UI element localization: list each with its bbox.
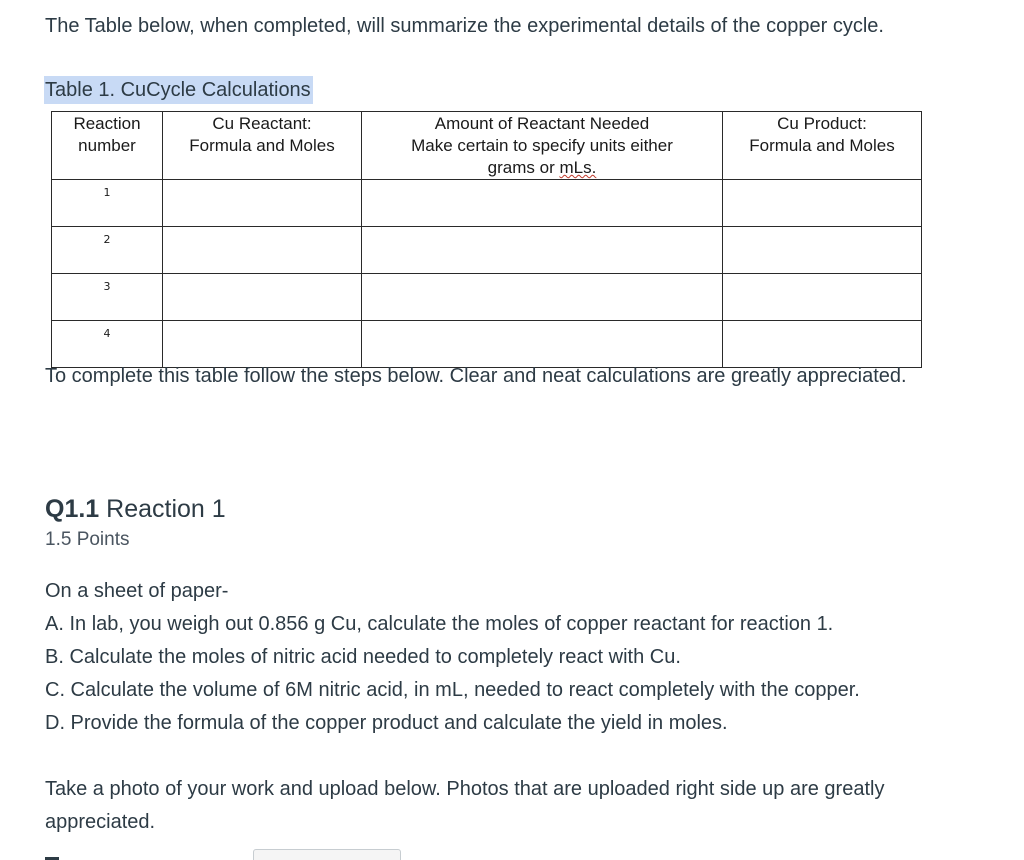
question-points: 1.5 Points: [45, 529, 130, 550]
table-row: [52, 180, 922, 227]
table-caption: Table 1. CuCycle Calculations: [44, 76, 313, 104]
table-cell: [163, 227, 362, 274]
reaction-number-cell: 3: [52, 274, 163, 321]
header-line: Cu Reactant:: [212, 114, 312, 133]
table-cell: [362, 227, 723, 274]
table-cell: [723, 227, 922, 274]
header-line: Formula and Moles: [749, 136, 895, 155]
header-line: [362, 157, 722, 179]
table-cell: [163, 180, 362, 227]
instruction-item: A. In lab, you weigh out 0.856 g Cu, calculate the moles of copper reactant for reaction 1.: [45, 613, 834, 635]
steps-text: To complete this table follow the steps below. Clear and neat calculations are greatly appreciated.: [45, 365, 907, 387]
instructions: [45, 575, 995, 740]
reaction-number-cell: 1: [52, 180, 163, 227]
header-reaction-number: [52, 112, 163, 180]
table-cell: [362, 180, 723, 227]
question-number: Q1.1: [45, 495, 100, 523]
table-header-row: [52, 112, 922, 180]
reaction-number-cell: 2: [52, 227, 163, 274]
header-line: Cu Product:: [777, 114, 867, 133]
header-line: number: [78, 136, 136, 155]
question-name: Reaction 1: [106, 495, 226, 523]
table-cell: [163, 274, 362, 321]
instruction-item: D. Provide the formula of the copper product and calculate the yield in moles.: [45, 712, 728, 734]
header-line-prefix: grams or: [487, 158, 560, 177]
intro-text: The Table below, when completed, will summarize the experimental details of the copper cycle.: [45, 15, 884, 37]
table-image: [44, 108, 934, 348]
table-cell: [362, 274, 723, 321]
header-cu-product: [723, 112, 922, 180]
upload-button[interactable]: [253, 849, 401, 860]
table-row: [52, 274, 922, 321]
header-line: Reaction: [73, 114, 141, 133]
photo-upload-text: Take a photo of your work and upload below. Photos that are uploaded right side up are greatly appreciated.: [45, 778, 885, 833]
cucycle-table: [51, 111, 922, 368]
table-cell: [723, 180, 922, 227]
table-cell: [723, 274, 922, 321]
spellcheck-word: mLs.: [559, 158, 597, 177]
table-row: [52, 227, 922, 274]
instructions-intro: On a sheet of paper-: [45, 580, 229, 602]
header-line: Make certain to specify units either: [411, 136, 673, 155]
reaction-number-cell: 4: [52, 321, 163, 368]
instruction-item: C. Calculate the volume of 6M nitric acid, in mL, needed to react completely with the copper.: [45, 679, 860, 701]
header-line: Amount of Reactant Needed: [434, 114, 650, 133]
header-cu-reactant: [163, 112, 362, 180]
header-line: Formula and Moles: [189, 136, 335, 155]
instruction-item: B. Calculate the moles of nitric acid needed to completely react with Cu.: [45, 646, 681, 668]
question-title: [45, 493, 226, 525]
header-amount-reactant: [362, 112, 723, 180]
